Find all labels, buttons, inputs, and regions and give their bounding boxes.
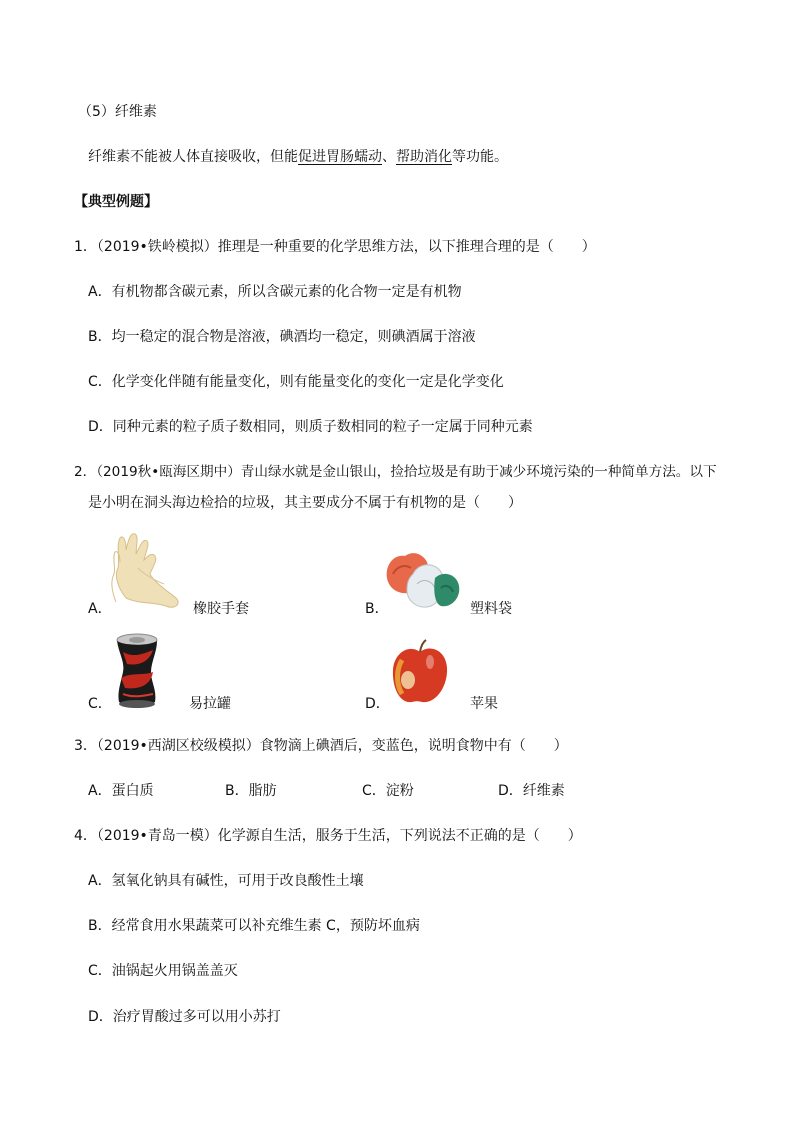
q2-option-b-text: 塑料袋 xyxy=(470,601,512,617)
q1-option-a: A．有机物都含碳元素，所以含碳元素的化合物一定是有机物 xyxy=(88,284,462,300)
q3-option-b: B．脂肪 xyxy=(225,783,277,799)
q2-option-b-letter: B． xyxy=(365,601,389,617)
q3-option-d: D．纤维素 xyxy=(498,783,565,799)
crushed-can-image xyxy=(113,632,161,710)
q3-option-a: A．蛋白质 xyxy=(88,783,154,799)
q1-option-d: D．同种元素的粒子质子数相同，则质子数相同的粒子一定属于同种元素 xyxy=(88,419,533,435)
q4-option-b: B．经常食用水果蔬菜可以补充维生素 C，预防坏血病 xyxy=(88,918,420,934)
q2-stem-line1: 2．（2019秋•瓯海区期中）青山绿水就是金山银山，捡拾垃圾是有助于减少环境污染的一种简单方法。以下 xyxy=(74,464,717,480)
q1-stem: 1．（2019•铁岭模拟）推理是一种重要的化学思维方法，以下推理合理的是（ ） xyxy=(74,239,596,255)
section-text-post: 等功能。 xyxy=(452,149,508,165)
q2-option-c-text: 易拉罐 xyxy=(189,696,231,712)
section-heading: （5）纤维素 xyxy=(78,104,157,120)
section-text-sep: 、 xyxy=(382,149,396,165)
rubber-gloves-image xyxy=(108,528,190,612)
q4-stem: 4．（2019•青岛一模）化学源自生活，服务于生活，下列说法不正确的是（ ） xyxy=(74,828,582,844)
examples-heading: 【典型例题】 xyxy=(74,194,158,210)
q2-option-a-letter: A． xyxy=(88,601,112,617)
section-text xyxy=(88,148,508,166)
q1-option-b: B．均一稳定的混合物是溶液，碘酒均一稳定，则碘酒属于溶液 xyxy=(88,329,476,345)
q1-option-c: C．化学变化伴随有能量变化，则有能量变化的变化一定是化学变化 xyxy=(88,374,504,390)
underline-answer-2: 帮助消化 xyxy=(396,149,452,165)
q4-option-c: C．油锅起火用锅盖盖灭 xyxy=(88,963,238,979)
q4-option-a: A．氢氧化钠具有碱性，可用于改良酸性土壤 xyxy=(88,873,364,889)
q2-option-d-text: 苹果 xyxy=(470,696,498,712)
q2-option-a-text: 橡胶手套 xyxy=(193,601,249,617)
apple-image xyxy=(390,638,450,708)
q4-option-d: D．治疗胃酸过多可以用小苏打 xyxy=(88,1009,281,1025)
q2-option-c-letter: C． xyxy=(88,696,112,712)
plastic-bags-image xyxy=(383,548,463,612)
q2-option-d-letter: D． xyxy=(365,696,390,712)
section-text-pre: 纤维素不能被人体直接吸收，但能 xyxy=(88,149,298,165)
q3-stem: 3．（2019•西湖区校级模拟）食物滴上碘酒后，变蓝色，说明食物中有（ ） xyxy=(74,738,568,754)
q2-stem-line2: 是小明在洞头海边检拾的垃圾，其主要成分不属于有机物的是（ ） xyxy=(88,495,522,511)
q3-option-c: C．淀粉 xyxy=(362,783,414,799)
underline-answer-1: 促进胃肠蠕动 xyxy=(298,149,382,165)
